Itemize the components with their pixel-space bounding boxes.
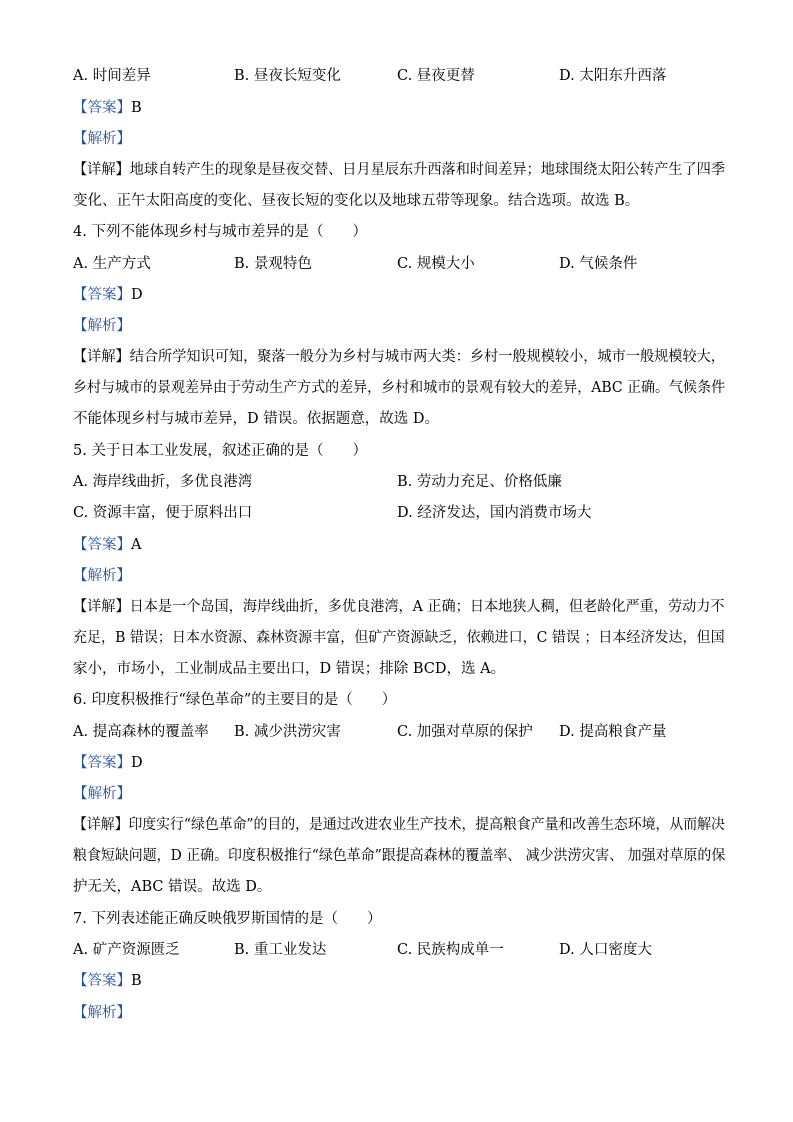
q4-stem: 4. 下列不能体现乡村与城市差异的是（ ） xyxy=(73,224,367,240)
answer-tag: 【答案】 xyxy=(73,973,131,989)
q4-detail-line-2: 乡村与城市的景观差异由于劳动生产方式的差异，乡村和城市的景观有较大的差异，ABC 正确。气候条件 xyxy=(73,380,726,396)
q4-detail-line-1 xyxy=(73,347,725,367)
q6-option-a: A. 提高森林的覆盖率 xyxy=(73,724,209,740)
answer-tag: 【答案】 xyxy=(73,537,131,553)
analysis-tag: 【解析】 xyxy=(73,1005,131,1021)
q5-option-b: B. 劳动力充足、价格低廉 xyxy=(397,474,562,490)
q5-detail-line-2: 充足，B 错误；日本水资源、森林资源丰富，但矿产资源缺乏，依赖进口，C 错误 ；日本经济发达，但国 xyxy=(73,630,725,646)
analysis-tag: 【解析】 xyxy=(73,786,131,802)
q7-answer xyxy=(73,971,142,991)
q5-detail-line-1 xyxy=(73,597,725,617)
q4-option-a: A. 生产方式 xyxy=(73,256,151,272)
q5-stem: 5. 关于日本工业发展，叙述正确的是（ ） xyxy=(73,443,367,459)
q6-detail-line-1 xyxy=(73,815,725,835)
analysis-tag: 【解析】 xyxy=(73,568,131,584)
q6-option-c: C. 加强对草原的保护 xyxy=(397,724,533,740)
analysis-tag: 【解析】 xyxy=(73,318,131,334)
q6-answer xyxy=(73,753,143,773)
answer-value: B xyxy=(131,100,142,116)
detail-tag: 【详解】 xyxy=(73,817,129,833)
q5-option-d: D. 经济发达，国内消费市场大 xyxy=(397,505,592,521)
q5-detail-line-3: 家小，市场小，工业制成品主要出口，D 错误；排除 BCD，选 A。 xyxy=(73,661,506,677)
answer-tag: 【答案】 xyxy=(73,100,131,116)
q3-option-d: D. 太阳东升西落 xyxy=(559,68,667,84)
answer-value: B xyxy=(131,973,142,989)
analysis-tag: 【解析】 xyxy=(73,131,131,147)
q4-analysis xyxy=(73,316,131,336)
q4-detail-line-3: 不能体现乡村与城市差异，D 错误。依据题意，故选 D。 xyxy=(73,411,439,427)
answer-value: A xyxy=(131,537,142,553)
q3-detail-line-1 xyxy=(73,160,725,180)
q5-option-c: C. 资源丰富，便于原料出口 xyxy=(73,505,253,521)
q6-option-b: B. 减少洪涝灾害 xyxy=(234,724,341,740)
detail-text: 地球自转产生的现象是昼夜交替、日月星辰东升西落和时间差异；地球围绕太阳公转产生了四季 xyxy=(129,162,725,178)
answer-value: D xyxy=(131,287,143,303)
q6-option-d: D. 提高粮食产量 xyxy=(559,724,667,740)
detail-text: 日本是一个岛国，海岸线曲折，多优良港湾，A 正确；日本地狭人稠，但老龄化严重，劳动力不 xyxy=(129,599,725,615)
q3-option-b: B. 昼夜长短变化 xyxy=(234,68,341,84)
q4-option-d: D. 气候条件 xyxy=(559,256,638,272)
q6-analysis xyxy=(73,784,131,804)
q3-option-c: C. 昼夜更替 xyxy=(397,68,475,84)
q6-detail-line-2: 粮食短缺问题，D 正确。印度积极推行“绿色革命”跟提高森林的覆盖率、 减少洪涝灾害、 加强对草原的保 xyxy=(73,848,726,864)
q4-option-b: B. 景观特色 xyxy=(234,256,312,272)
q3-detail-line-2: 变化、正午太阳高度的变化、昼夜长短的变化以及地球五带等现象。结合选项。故选 B。 xyxy=(73,193,640,209)
q3-option-a: A. 时间差异 xyxy=(73,68,151,84)
q3-answer xyxy=(73,98,142,118)
answer-tag: 【答案】 xyxy=(73,287,131,303)
q4-option-c: C. 规模大小 xyxy=(397,256,475,272)
q6-stem: 6. 印度积极推行“绿色革命”的主要目的是（ ） xyxy=(73,692,397,708)
q7-option-b: B. 重工业发达 xyxy=(234,942,327,958)
detail-tag: 【详解】 xyxy=(73,162,130,178)
q4-answer xyxy=(73,285,143,305)
detail-tag: 【详解】 xyxy=(73,599,130,615)
q3-analysis xyxy=(73,129,131,149)
detail-text: 结合所学知识可知，聚落一般分为乡村与城市两大类：乡村一般规模较小，城市一般规模较大， xyxy=(129,349,725,365)
q5-answer xyxy=(73,535,141,555)
answer-value: D xyxy=(131,755,143,771)
answer-tag: 【答案】 xyxy=(73,755,131,771)
q7-stem: 7. 下列表述能正确反映俄罗斯国情的是（ ） xyxy=(73,911,382,927)
q7-option-d: D. 人口密度大 xyxy=(559,942,652,958)
q7-option-c: C. 民族构成单一 xyxy=(397,942,504,958)
q6-detail-line-3: 护无关，ABC 错误。故选 D。 xyxy=(73,879,272,895)
q7-analysis xyxy=(73,1003,131,1023)
detail-text: 印度实行“绿色革命”的目的，是通过改进农业生产技术，提高粮食产量和改善生态环境，从而解决 xyxy=(128,817,725,833)
detail-tag: 【详解】 xyxy=(73,349,130,365)
q5-option-a: A. 海岸线曲折，多优良港湾 xyxy=(73,474,253,490)
q7-option-a: A. 矿产资源匮乏 xyxy=(73,942,180,958)
q5-analysis xyxy=(73,566,131,586)
